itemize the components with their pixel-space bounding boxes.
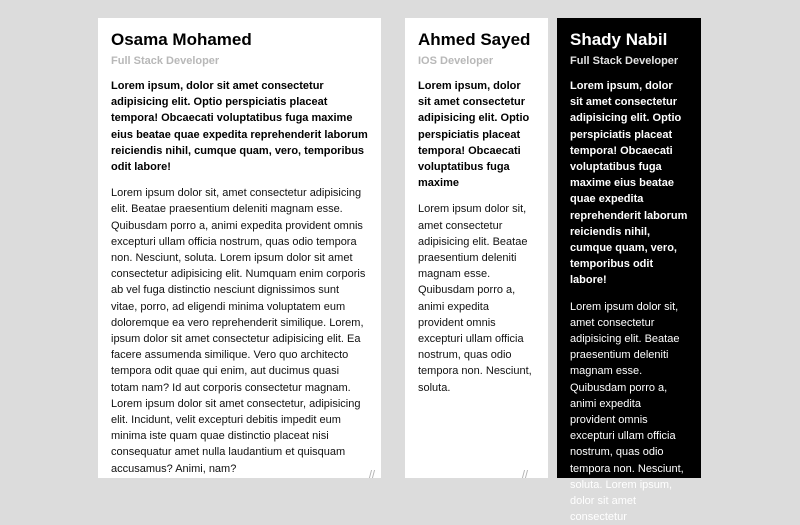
- card-name: Shady Nabil: [570, 30, 668, 49]
- card-lead-text: Lorem ipsum, dolor sit amet consectetur adipisicing elit. Optio perspiciatis placeat tempora! Obcaecati voluptatibus fuga maxime eius beatae quae expedita reprehenderit laborum reiciendis nihil, cumque quam, vero, temporibus odit labore!: [570, 80, 688, 287]
- card-lead-text: Lorem ipsum, dolor sit amet consectetur adipisicing elit. Optio perspiciatis placeat tempora! Obcaecati voluptatibus fuga maxime eius beatae quae expedita reprehenderit laborum reiciendis nihil, cumque quam, vero, temporibus odit labore!: [111, 80, 368, 174]
- card-role: Full Stack Developer: [570, 55, 679, 67]
- resize-handle-icon[interactable]: [523, 470, 527, 480]
- card-body-text: Lorem ipsum dolor sit, amet consectetur adipisicing elit. Beatae praesentium deleniti magnam esse. Quibusdam porro a, animi expedita provident omnis excepturi ullam officia nostrum, quas odio tempora non. Nesciunt, soluta.: [418, 203, 532, 394]
- profile-card-ahmed: [405, 18, 548, 478]
- card-role: Full Stack Developer: [111, 55, 220, 67]
- card-lead-text: Lorem ipsum, dolor sit amet consectetur adipisicing elit. Optio perspiciatis placeat tempora! Obcaecati voluptatibus fuga maxime: [418, 80, 530, 190]
- card-role: IOS Developer: [418, 55, 494, 67]
- card-name: Ahmed Sayed: [418, 30, 531, 49]
- resize-handle-icon[interactable]: [370, 470, 374, 480]
- card-body-text: Lorem ipsum dolor sit, amet consectetur adipisicing elit. Beatae praesentium deleniti magnam esse. Quibusdam porro a, animi expedita provident omnis excepturi ullam officia nostrum, quas odio tempora non. Nesciunt, soluta. Lorem ipsum dolor sit amet consectetur adipisicing elit. Numquam enim corporis ab vel fuga distinctio nesciunt dignissimos sunt vitae, porro, ad eligendi minima voluptatem eum doloremque ea vero reprehenderit similique. Lorem, ipsum dolor sit amet consectetur adipisicing elit. Ea facere assumenda similique. Vero quo architecto tempora odit quae qui enim, aut ducimus quasi totam nam? Id aut corporis consectetur magnam. Lorem ipsum dolor sit amet consectetur, adipisicing elit. Incidunt, velit excepturi debitis impedit eum minima iste quam quae distinctio placeat nisi consequatur amet nulla laudantium et quisquam accusamus? Animi, nam?: [111, 187, 366, 475]
- profile-card-osama: [98, 18, 381, 478]
- profile-card-shady: [557, 18, 701, 524]
- card-body-text: Lorem ipsum dolor sit, amet consectetur adipisicing elit. Beatae praesentium deleniti magnam esse. Quibusdam porro a, animi expedita provident omnis excepturi ullam officia nostrum, quas odio tempora non. Nesciunt, soluta. Lorem ipsum, dolor sit amet consectetur: [570, 300, 684, 524]
- card-name: Osama Mohamed: [111, 30, 252, 49]
